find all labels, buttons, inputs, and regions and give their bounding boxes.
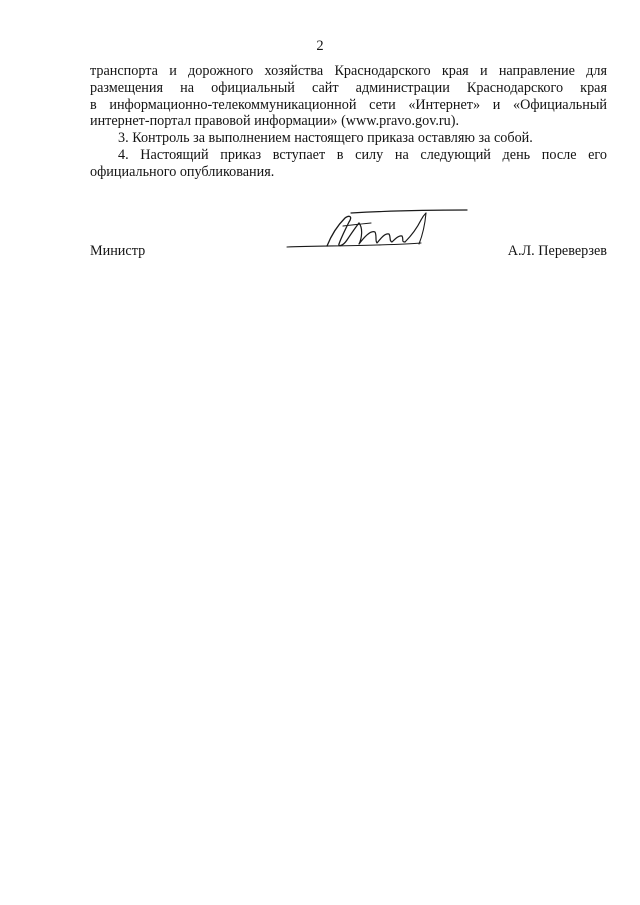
text-line: 4. Настоящий приказ вступает в силу на следующий день после его [118,146,607,163]
page-number: 2 [316,38,324,54]
document-body [90,63,607,181]
signer-title: Министр [90,243,146,259]
text-line: в информационно-телекоммуникационной сети «Интернет» и «Официальный [90,96,607,113]
text-line: интернет-портал правовой информации» (www.pravo.gov.ru). [90,113,459,130]
text-line: 3. Контроль за выполнением настоящего приказа оставляю за собой. [118,130,533,147]
text-line: размещения на официальный сайт администрации Краснодарского края [90,79,607,96]
signer-name: А.Л. Переверзев [507,243,607,259]
paragraph-item-4 [90,147,607,181]
paragraph-continuation [90,63,607,130]
text-line: официального опубликования. [90,163,275,180]
handwritten-signature-icon [285,206,475,256]
paragraph-item-3 [90,130,607,147]
text-line: транспорта и дорожного хозяйства Краснодарского края и направление для [90,63,607,79]
signature-block [90,236,607,260]
